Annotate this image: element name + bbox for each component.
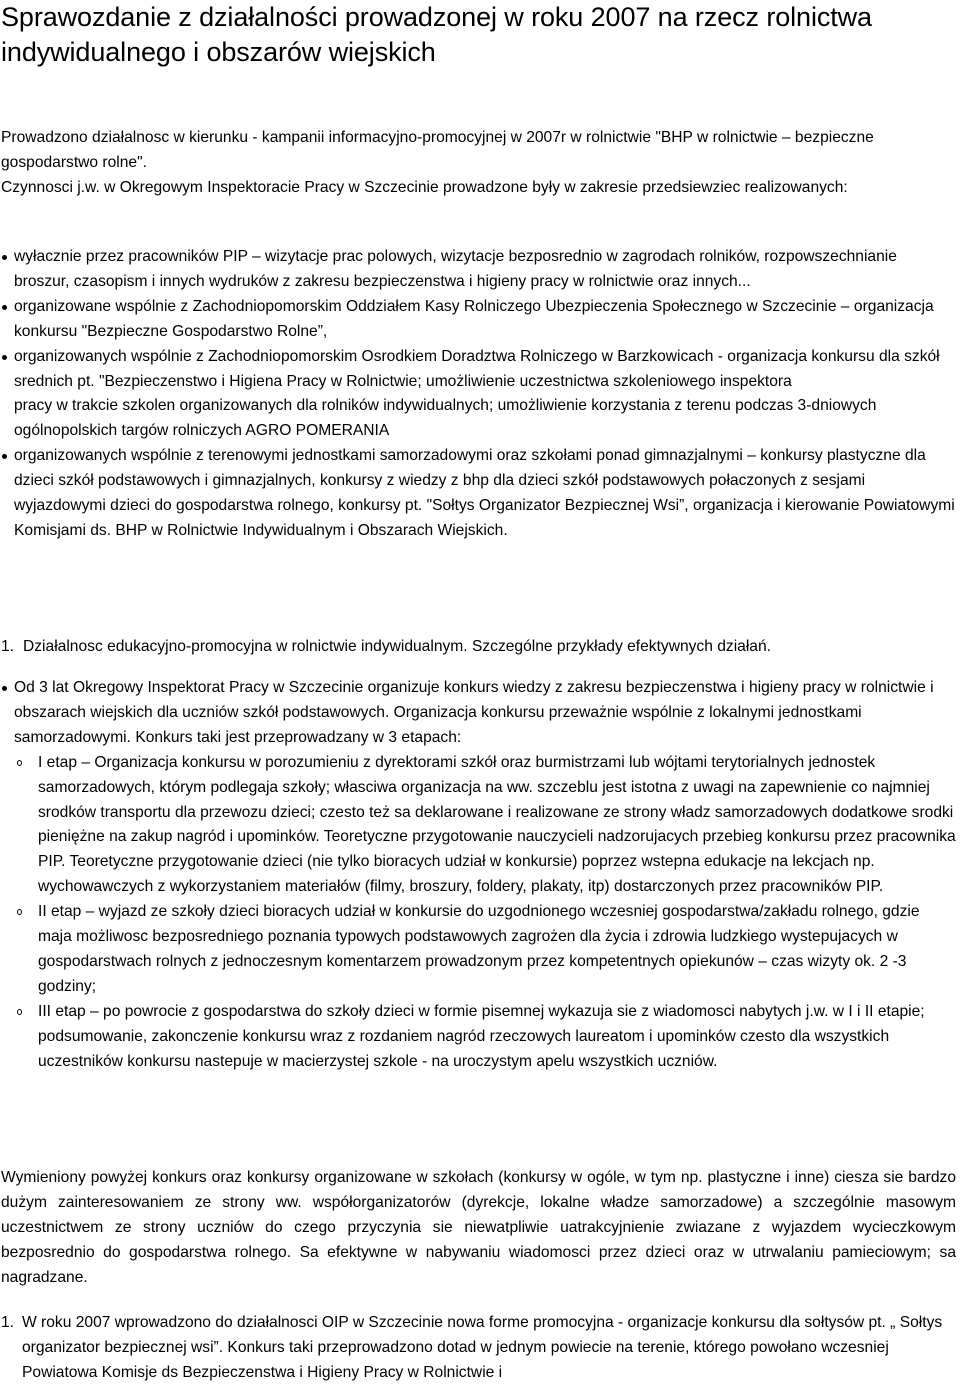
activities-list [0, 245, 956, 544]
summary-paragraph: Wymieniony powyżej konkurs oraz konkursy organizowane w szkołach (konkursy w ogóle, w tym np. plastyczne i inne) ciesza sie bardzo dużym zainteresowaniem ze strony ww. współorganizatorów (dyrekcje, lokalne władze samorzadowe) a szczególnie masowym uczestnictwem ze strony uczniów do czego przyczynia sie niewatpliwie uatrakcyjnienie zwiazane z wyjazdem wycieczkowym bezposrednio do gospodarstwa rolnego. Sa efektywne w nabywaniu wiadomosci przez dzieci oraz w utrwalaniu pamieciowym; sa nagradzane. [1, 1169, 956, 1286]
list-item: wyłacznie przez pracowników PIP – wizytacje prac polowych, wizytacje bezposrednio w zagrodach rolników, rozpowszechnianie broszur, czasopism i innych wydruków z zakresu bezpieczenstwa i higieny pracy w rolnictwie oraz innych... [0, 245, 956, 295]
list-item: organizowane wspólnie z Zachodniopomorskim Oddziałem Kasy Rolniczego Ubezpieczenia Społecznego w Szczecinie – organizacja konkursu "Bezpieczne Gospodarstwo Rolne”, [0, 295, 956, 345]
stage-item: III etap – po powrocie z gospodarstwa do szkoły dzieci w formie pisemnej wykazuja sie z wiadomosci nabytych j.w. w I i II etapie; podsumowanie, zakonczenie konkursu wraz z rozdaniem nagród rzeczowych laureatom i upominków czesto dla wszystkich uczestników konkursu nastepuje w macierzystej szkole - na uroczystym apelu wszystkich uczniów. [14, 1000, 956, 1075]
numbered-paragraph [1, 1311, 956, 1386]
contest-stages-list [14, 751, 956, 1075]
section-heading-text: Działalnosc edukacyjno-promocyjna w rolnictwie indywidualnym. Szczególne przykłady efektywnych działań. [23, 638, 771, 655]
list-item-continuation: pracy w trakcie szkolen organizowanych dla rolników indywidualnych; umożliwienie korzystania z terenu podczas 3-dniowych ogólnopolskich targów rolniczych AGRO POMERANIA [14, 397, 877, 440]
section-number: 1. [1, 1314, 15, 1331]
page-title: Sprawozdanie z działalności prowadzonej w roku 2007 na rzecz rolnictwa indywidualnego i obszarów wiejskich [1, 2, 872, 67]
list-item: organizowanych wspólnie z terenowymi jednostkami samorzadowymi oraz szkołami ponad gimnazjalnymi – konkursy plastyczne dla dzieci szkół podstawowych i gimnazjalnych, konkursy z wiedzy z bhp dla dzieci szkół podstawowych połaczonych z sesjami wyjazdowymi dzieci do gospodarstwa rolnego, konkursy pt. "Sołtys Organizator Bezpiecznej Wsi”, organizacja i kierowanie Powiatowymi Komisjami ds. BHP w Rolnictwie Indywidualnym i Obszarach Wiejskich. [0, 444, 956, 544]
bullet-icon [2, 686, 7, 691]
list-item: organizowanych wspólnie z Zachodniopomorskim Osrodkiem Doradztwa Rolniczego w Barzkowicach - organizacja konkursu dla szkół srednich pt. "Bezpieczenstwo i Higiena Pracy w Rolnictwie; umożliwienie uczestnictwa szkoleniowego inspektora pracy w trakcie szkolen organizowanych dla rolników indywidualnych; umożliwienie korzystania z terenu podczas 3-dniowych ogólnopolskich targów rolniczych AGRO POMERANIA [0, 345, 956, 445]
bullet-icon [2, 305, 7, 310]
contest-list [0, 676, 956, 1075]
section-heading [1, 635, 956, 660]
circle-bullet-icon [17, 1009, 22, 1015]
circle-bullet-icon [17, 760, 22, 766]
section-number: 1. [1, 638, 15, 655]
bullet-icon [2, 454, 7, 459]
stage-item: I etap – Organizacja konkursu w porozumieniu z dyrektorami szkół oraz burmistrzami lub wójtami terytorialnych jednostek samorzadowych, którym podlegaja szkoły; własciwa organizacja na ww. szczeblu jest istotna z uwagi na zapewnienie co najmniej srodków transportu dla przewozu dzieci; czesto też sa deklarowane i realizowane ze strony władz samorzadowych dodatkowe srodki pieniężne na zakup nagród i upominków. Teoretyczne przygotowanie nauczycieli nadzorujacych przebieg konkursu przez pracownika PIP. Teoretyczne przygotowanie dzieci (nie tylko bioracych udział w konkursie) poprzez wstepna edukacje na lekcjach np. wychowawczych z wykorzystaniem materiałów (filmy, broszury, foldery, plakaty, itp) dostarczonych przez pracowników PIP. [14, 751, 956, 900]
list-item: Od 3 lat Okregowy Inspektorat Pracy w Szczecinie organizuje konkurs wiedzy z zakresu bezpieczenstwa i higieny pracy w rolnictwie i obszarach wiejskich dla uczniów szkół podstawowych. Organizacja konkursu przeważnie wspólnie z lokalnymi jednostkami samorzadowymi. Konkurs taki jest przeprowadzany w 3 etapach: I etap – Organizacja konkursu w porozumieniu z dyrektorami szkół oraz burmistrzami lub wójtami terytorialnych jednostek samorzadowych, którym podlegaja szkoły; własciwa organizacja na ww. szczeblu jest istotna z uwagi na zapewnienie co najmniej srodków transportu dla przewozu dzieci; czesto też sa deklarowane i realizowane ze strony władz samorzadowych dodatkowe srodki pieniężne na zakup nagród i upominków. Teoretyczne przygotowanie nauczycieli nadzorujacych przebieg konkursu przez pracownika PIP. Teoretyczne przygotowanie dzieci (nie tylko bioracych udział w konkursie) poprzez wstepna edukacje na lekcjach np. wychowawczych z wykorzystaniem materiałów (filmy, broszury, foldery, plakaty, itp) dostarczonych przez pracowników PIP. II etap – wyjazd ze szkoły dzieci bioracych udział w konkursie do uzgodnionego wczesniej gospodarstwa/zakładu rolnego, gdzie maja możliwosc bezposredniego poznania typowych podstawowych zagrożen dla życia i zdrowia ludzkiego wystepujacych w gospodarstwach rolnych z jednoczesnym komentarzem prowadzonym przez kompetentnych opiekunów – czas wizyty ok. 2 -3 godziny; III etap – po powrocie z gospodarstwa do szkoły dzieci w formie pisemnej wykazuja sie z wiadomosci nabytych j.w. w I i II etapie; podsumowanie, zakonczenie konkursu wraz z rozdaniem nagród rzeczowych laureatom i upominków czesto dla wszystkich uczestników konkursu nastepuje w macierzystej szkole - na uroczystym apelu wszystkich uczniów. [0, 676, 956, 1075]
intro-paragraph: Prowadzono działalnosc w kierunku - kampanii informacyjno-promocyjnej w 2007r w rolnictwie "BHP w rolnictwie – bezpieczne gospodarstwo rolne". [1, 129, 874, 171]
numbered-paragraph-text: W roku 2007 wprowadzono do działalnosci OIP w Szczecinie nowa forme promocyjna - organizacje konkursu dla sołtysów pt. „ Sołtys organizator bezpiecznej wsi”. Konkurs taki przeprowadzono dotad w jednym powiecie na terenie, którego powołano wczesniej Powiatowa Komisje ds Bezpieczenstwa i Higieny Pracy w Rolnictwie i [22, 1314, 943, 1381]
bullet-icon [2, 255, 7, 260]
circle-bullet-icon [17, 909, 22, 915]
bullet-icon [2, 355, 7, 360]
stage-item: II etap – wyjazd ze szkoły dzieci bioracych udział w konkursie do uzgodnionego wczesniej gospodarstwa/zakładu rolnego, gdzie maja możliwosc bezposredniego poznania typowych podstawowych zagrożen dla życia i zdrowia ludzkiego wystepujacych w gospodarstwach rolnych z jednoczesnym komentarzem prowadzonym przez kompetentnych opiekunów – czas wizyty ok. 2 -3 godziny; [14, 900, 956, 1000]
intro-paragraph-2: Czynnosci j.w. w Okregowym Inspektoracie Pracy w Szczecinie prowadzone były w zakresie przedsiewziec realizowanych: [1, 179, 848, 196]
